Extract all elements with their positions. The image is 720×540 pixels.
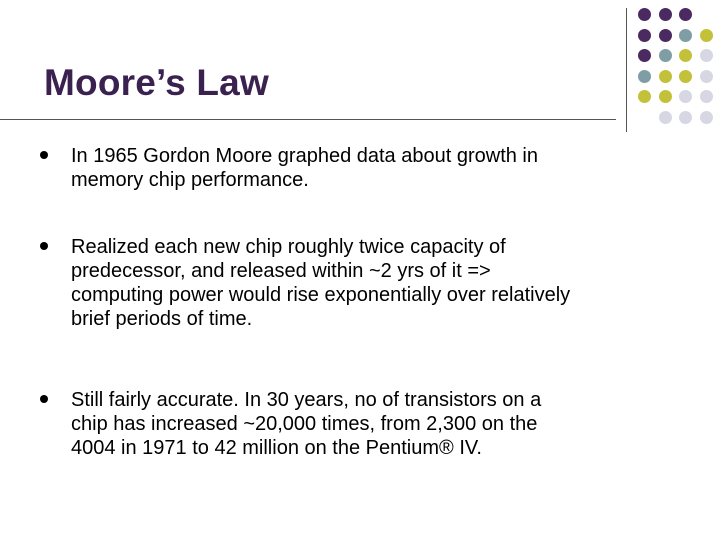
bullet-dot-icon bbox=[40, 151, 48, 159]
decorative-dot-light bbox=[700, 111, 713, 124]
decorative-dot-teal bbox=[638, 70, 651, 83]
bullet-text: In 1965 Gordon Moore graphed data about growth in memory chip performance. bbox=[71, 145, 538, 191]
decorative-dot-light bbox=[679, 111, 692, 124]
decorative-dot-purple bbox=[638, 8, 651, 21]
decorative-dot-grid bbox=[638, 8, 720, 134]
decorative-dot-purple bbox=[638, 29, 651, 42]
decorative-dot-olive bbox=[700, 29, 713, 42]
slide-title: Moore’s Law bbox=[44, 62, 269, 103]
decorative-dot-light bbox=[700, 49, 713, 62]
bullet-dot-icon bbox=[40, 242, 48, 250]
decorative-dot-light bbox=[700, 90, 713, 103]
bullet-dot-icon bbox=[40, 395, 48, 403]
decorative-dot-purple bbox=[638, 49, 651, 62]
decorative-dot-olive bbox=[659, 90, 672, 103]
decorative-dot-light bbox=[679, 90, 692, 103]
decorative-dot-olive bbox=[659, 70, 672, 83]
decorative-dot-olive bbox=[679, 70, 692, 83]
decorative-dot-olive bbox=[638, 90, 651, 103]
bullet-text: Realized each new chip roughly twice capacity of predecessor, and released within ~2 yrs of it => computing power would rise exponentially over relatively brief periods of time. bbox=[71, 236, 571, 330]
decorative-dot-purple bbox=[679, 8, 692, 21]
decorative-dot-purple bbox=[659, 29, 672, 42]
decorative-dot-purple bbox=[659, 8, 672, 21]
decorative-dot-teal bbox=[679, 29, 692, 42]
decorative-dot-light bbox=[659, 111, 672, 124]
bullet-text: Still fairly accurate. In 30 years, no of transistors on a chip has increased ~20,000 times, from 2,300 on the 4004 in 1971 to 42 million on the Pentium® IV. bbox=[71, 389, 542, 459]
title-divider bbox=[0, 119, 616, 120]
decorative-dot-olive bbox=[679, 49, 692, 62]
decorative-dot-teal bbox=[659, 49, 672, 62]
decorative-dot-light bbox=[700, 70, 713, 83]
vertical-divider bbox=[626, 8, 627, 132]
